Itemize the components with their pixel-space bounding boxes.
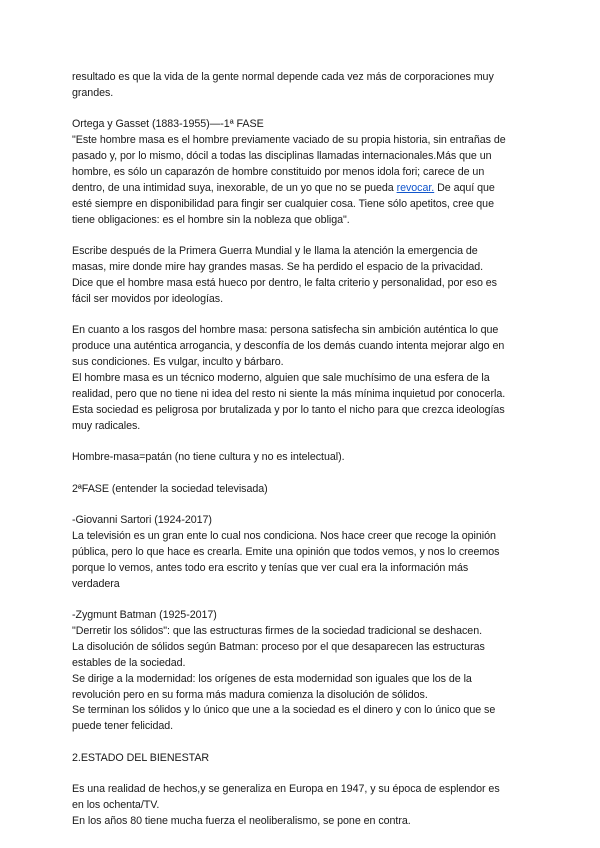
text-line: El hombre masa es un técnico moderno, alguien que sale muchísimo de una esfera de la [72, 372, 490, 384]
text-line: sus condiciones. Es vulgar, inculto y bárbaro. [72, 356, 284, 369]
quote-fragment: De aquí que [434, 181, 495, 194]
revocar-link[interactable]: revocar. [396, 181, 435, 194]
text-line: "Derretir los sólidos": que las estructuras firmes de la sociedad tradicional se deshacen. [72, 624, 483, 637]
section-heading-ortega: Ortega y Gasset (1883-1955)—-1ª FASE [72, 118, 264, 131]
paragraph-masas [72, 244, 534, 308]
text-line: puede tener felicidad. [72, 720, 174, 733]
text-line: Hombre-masa=patán (no tiene cultura y no es intelectual). [72, 451, 345, 464]
text-line: pública, pero lo que hace es crearla. Emite una opinión que todos vemos, y nos lo creemos [72, 545, 500, 558]
text-line: En cuanto a los rasgos del hombre masa: persona satisfecha sin ambición auténtica lo que [72, 324, 499, 337]
author-heading-batman: -Zygmunt Batman (1925-2017) [72, 608, 217, 621]
paragraph-sartori [72, 513, 534, 593]
text-line: En los años 80 tiene mucha fuerza el neoliberalismo, se pone en contra. [72, 814, 411, 827]
quote-line: hombre, es sólo un caparazón de hombre constituido por menos idola fori; carece de un [72, 166, 485, 179]
text-line: realidad, pero que no tiene ni idea del resto ni siente la más mínima inquietud por conocerla. [72, 387, 506, 400]
paragraph-rasgos [72, 323, 534, 434]
paragraph-batman [72, 608, 534, 735]
text-line: Es una realidad de hechos,y se generaliza en Europa en 1947, y su época de esplendor es [72, 783, 500, 796]
text-line: 2ªFASE (entender la sociedad televisada) [72, 482, 268, 495]
text-line: muy radicales. [72, 419, 141, 432]
text-line: La televisión es un gran ente lo cual nos condiciona. Nos hace creer que recoge la opinión [72, 529, 496, 542]
text-line: 2.ESTADO DEL BIENESTAR [72, 751, 210, 764]
section-heading-estado-bienestar [72, 751, 534, 767]
text-line: Dice que el hombre masa está hueco por dentro, le falta criterio y personalidad, por eso es [72, 276, 497, 289]
text-line: revolución pero en su forma más madura comienza la disolución de sólidos. [72, 688, 428, 701]
author-heading-sartori: -Giovanni Sartori (1924-2017) [72, 513, 212, 526]
text-line: produce una auténtica arrogancia, y desconfía de los demás cuando intenta mejorar algo en [72, 340, 505, 353]
text-line: Se terminan los sólidos y lo único que une a la sociedad es el dinero y con lo único que se [72, 704, 496, 717]
text-line: masas, mire donde mire hay grandes masas. Se ha perdido el espacio de la privacidad. [72, 261, 484, 274]
text-line: La disolución de sólidos según Batman: proceso por el que desaparecen las estructuras [72, 640, 485, 653]
text-line: fácil ser movidos por ideologías. [72, 292, 224, 305]
paragraph-ortega [72, 117, 534, 228]
text-line: resultado es que la vida de la gente normal depende cada vez más de corporaciones muy [72, 71, 494, 83]
quote-fragment: dentro, de una intimidad suya, inexorable, de un yo que no se pueda [72, 181, 397, 194]
quote-line: "Este hombre masa es el hombre previamente vaciado de su propia historia, sin entrañas de [72, 134, 506, 147]
text-line: grandes. [72, 86, 114, 99]
text-line: estables de la sociedad. [72, 656, 186, 669]
text-line: en los ochenta/TV. [72, 799, 160, 812]
text-line: Esta sociedad es peligrosa por brutalizada y por lo tanto el nicho para que crezca ideologías [72, 403, 505, 416]
text-line: Se dirige a la modernidad: los orígenes de esta modernidad son iguales que los de la [72, 672, 472, 685]
quote-line: pasado y, por lo mismo, dócil a todas las disciplinas llamadas internacionales.Más que un [72, 150, 492, 163]
quote-line-with-link [72, 181, 534, 197]
text-line: porque lo vemos, antes todo era escrito y tenías que ver cual era la información más [72, 561, 469, 574]
quote-line: esté siempre en disponibilidad para fingir ser cualquier cosa. Tiene sólo apetitos, cree que [72, 197, 494, 210]
text-line: Escribe después de la Primera Guerra Mundial y le llama la atención la emergencia de [72, 245, 478, 258]
document-body [72, 70, 534, 830]
section-heading-fase2 [72, 482, 534, 498]
paragraph-corporaciones [72, 70, 534, 102]
paragraph-hombre-masa [72, 450, 534, 466]
paragraph-estado-bienestar [72, 782, 534, 830]
text-line: verdadera [72, 577, 120, 590]
quote-line: tiene obligaciones: es el hombre sin la nobleza que obliga". [72, 213, 350, 226]
